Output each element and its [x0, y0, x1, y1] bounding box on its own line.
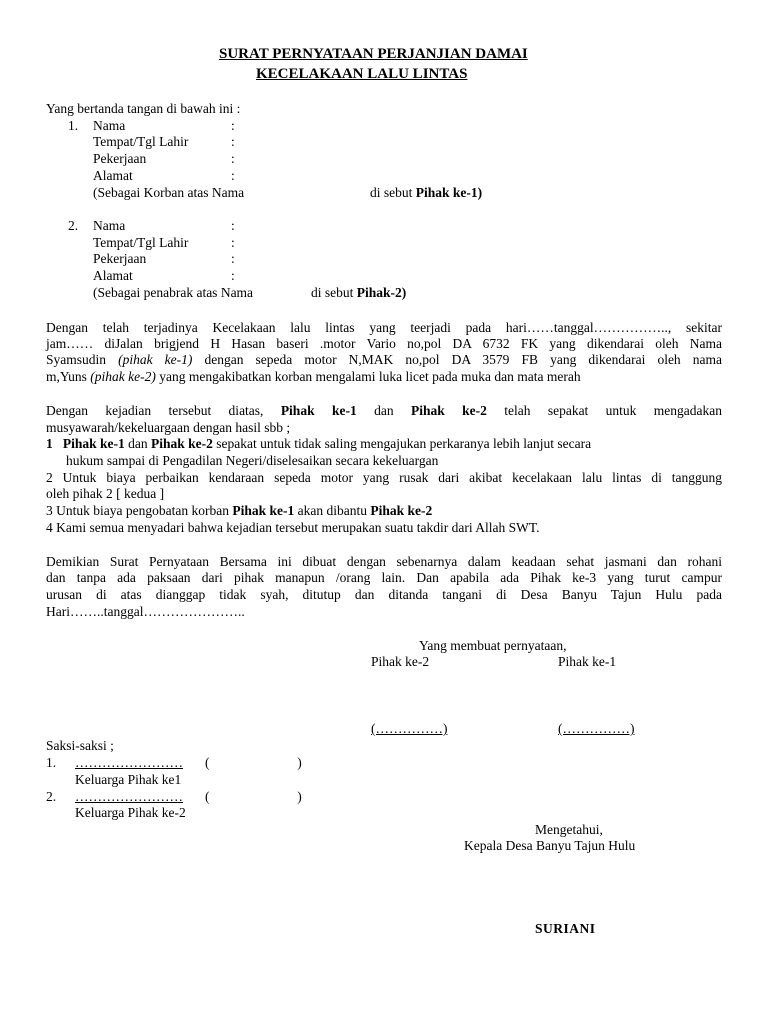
signature-heading: Yang membuat pernyataan, — [419, 638, 567, 653]
party2-role: (Sebagai penabrak atas Nama — [93, 285, 254, 300]
result-3 — [46, 503, 432, 520]
pihak-ke-1-italic: (pihak ke-1) — [118, 352, 193, 367]
witness-1-number: 1. — [46, 755, 57, 770]
result-1-rest: sepakat untuk tidak saling mengajukan perkaranya lebih lanjut secara — [216, 436, 592, 451]
witness-1-dots: …………………… — [75, 755, 183, 770]
signature-party1-label: Pihak ke-1 — [558, 654, 617, 669]
para2-text-c: telah sepakat untuk mengadakan — [504, 403, 723, 418]
result-3-mid: akan dibantu — [297, 503, 367, 518]
result-2-line-2: oleh pihak 2 [ kedua ] — [46, 486, 165, 501]
result-2-line-1: 2 Untuk biaya perbaikan kendaraan sepeda motor yang rusak dari akibat kecelakaan lalu lintas di tanggung — [46, 470, 722, 485]
closing-line-1: Demikian Surat Pernyataan Bersama ini dibuat dengan sebenarnya dalam keadaan sehat jasmani dan rohani — [46, 554, 722, 569]
witness-1-label: Keluarga Pihak ke1 — [75, 772, 182, 787]
witness-2-paren: ( ) — [205, 789, 302, 804]
para1-line-3 — [46, 352, 722, 369]
party2-name-colon: : — [231, 218, 235, 233]
para1-line-3-rest: dengan sepeda motor N,MAK no,pol DA 3579 FB yang dikendarai oleh nama — [204, 352, 722, 367]
party1-number: 1. — [68, 118, 79, 133]
result-1-line-1 — [46, 436, 591, 453]
para2-text-a: Dengan kejadian tersebut diatas, — [46, 403, 264, 418]
result-3-text: 3 Untuk biaya pengobatan korban — [46, 503, 229, 518]
result-1-pihak-1: Pihak ke-1 — [62, 436, 125, 451]
party2-number: 2. — [68, 218, 79, 233]
party2-ref — [311, 285, 406, 302]
result-3-pihak-1: Pihak ke-1 — [232, 503, 295, 518]
intro-text: Yang bertanda tangan di bawah ini : — [46, 101, 241, 116]
witness-2-dots: …………………… — [75, 789, 183, 804]
party1-name-colon: : — [231, 118, 235, 133]
party1-role: (Sebagai Korban atas Nama — [93, 185, 245, 200]
result-1-and: dan — [128, 436, 148, 451]
title-line-1: SURAT PERNYATAAN PERJANJIAN DAMAI — [219, 46, 528, 62]
party2-ttl-colon: : — [231, 235, 235, 250]
party2-name-label: Nama — [93, 218, 126, 233]
party2-address-colon: : — [231, 268, 235, 283]
party1-person-name: Syamsudin — [46, 352, 107, 367]
pihak-ke-2-italic: (pihak ke-2) — [90, 369, 156, 384]
party1-address-label: Alamat — [93, 168, 133, 183]
party1-ttl-label: Tempat/Tgl Lahir — [93, 134, 189, 149]
party2-ref-prefix: di sebut — [311, 285, 354, 300]
closing-line-4: Hari……..tanggal………………….. — [46, 604, 245, 619]
para1-line-1: Dengan telah terjadinya Kecelakaan lalu lintas yang teerjadi pada hari……tanggal…………….., sekitar — [46, 320, 722, 335]
approval-title: Kepala Desa Banyu Tajun Hulu — [464, 838, 636, 853]
para2-line-1 — [46, 403, 722, 420]
party2-ttl-label: Tempat/Tgl Lahir — [93, 235, 189, 250]
party1-ttl-colon: : — [231, 134, 235, 149]
party1-address-colon: : — [231, 168, 235, 183]
para1-line-2: jam…… diJalan brigjend H Hasan baseri .motor Vario no,pol DA 6732 FK yang dikendarai oleh Nama — [46, 336, 722, 351]
party2-person-name: m,Yuns — [46, 369, 87, 384]
signature-party2-blank: (……………) — [371, 721, 448, 736]
party1-ref-prefix: di sebut — [370, 185, 413, 200]
party2-job-colon: : — [231, 251, 235, 266]
party1-job-colon: : — [231, 151, 235, 166]
witnesses-heading: Saksi-saksi ; — [46, 738, 114, 753]
title-line-2: KECELAKAAN LALU LINTAS — [256, 66, 468, 82]
para2-pihak-1: Pihak ke-1 — [280, 403, 357, 418]
para2-and: dan — [374, 403, 394, 418]
result-1-number: 1 — [46, 436, 53, 451]
party1-ref — [370, 185, 482, 202]
party1-job-label: Pekerjaan — [93, 151, 147, 166]
signature-party2-label: Pihak ke-2 — [371, 654, 430, 669]
result-1-pihak-2: Pihak ke-2 — [151, 436, 213, 451]
witness-2-label: Keluarga Pihak ke-2 — [75, 805, 186, 820]
party2-address-label: Alamat — [93, 268, 133, 283]
result-3-pihak-2: Pihak ke-2 — [370, 503, 433, 518]
closing-line-3: urusan di atas dianggap tidak syah, ditutup dan ditanda tangani di Desa Banyu Tajun Hulu pada — [46, 587, 722, 602]
approval-signatory-name: SURIANI — [535, 921, 596, 936]
party1-name-label: Nama — [93, 118, 126, 133]
para2-pihak-2: Pihak ke-2 — [410, 403, 487, 418]
party2-ref-bold: Pihak-2) — [356, 285, 407, 300]
signature-party1-blank: (……………) — [558, 721, 635, 736]
witness-2-number: 2. — [46, 789, 57, 804]
party1-ref-bold: Pihak ke-1) — [415, 185, 483, 200]
approval-heading: Mengetahui, — [535, 822, 603, 837]
party2-job-label: Pekerjaan — [93, 251, 147, 266]
closing-line-2: dan tanpa ada paksaan dari pihak manapun /orang lain. Dan apabila ada Pihak ke-3 yang turut campur — [46, 570, 722, 585]
para1-line-4 — [46, 369, 722, 386]
witness-1-paren: ( ) — [205, 755, 302, 770]
para2-line-2: musyawarah/kekeluargaan dengan hasil sbb ; — [46, 420, 291, 435]
result-4: 4 Kami semua menyadari bahwa kejadian tersebut merupakan suatu takdir dari Allah SWT. — [46, 520, 540, 535]
para1-line-4-rest: yang mengakibatkan korban mengalami luka licet pada muka dan mata merah — [159, 369, 581, 384]
result-1-line-2: hukum sampai di Pengadilan Negeri/diselesaikan secara kekeluargan — [66, 453, 439, 468]
